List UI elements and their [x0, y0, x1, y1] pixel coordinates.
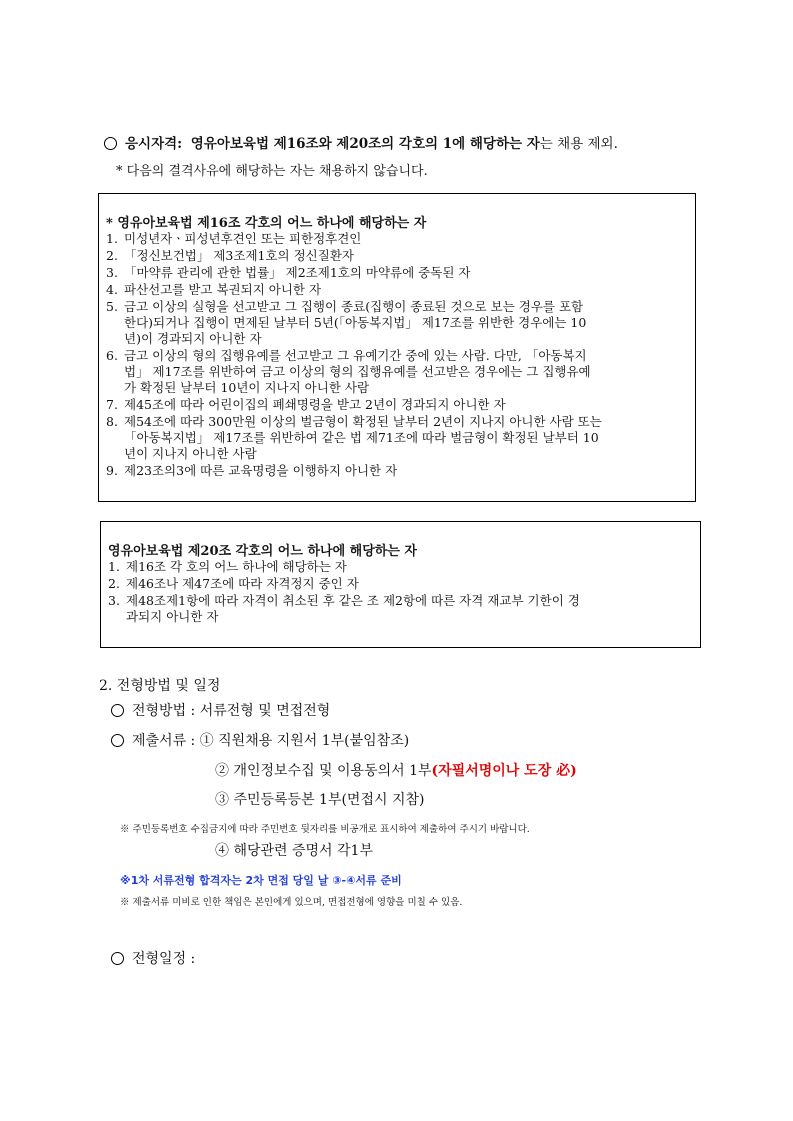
circle-bullet-icon: [111, 734, 124, 747]
list-item: [106, 248, 691, 264]
list-item-text: 파산선고를 받고 복권되지 아니한 자: [124, 282, 322, 297]
doc2-line: [215, 760, 577, 780]
list-item-text: 법」 제17조를 위반하여 금고 이상의 형의 집행유예를 선고받은 경우에는 그 집행유예: [124, 364, 591, 379]
list-item-text: 「마약류 관리에 관한 법률」 제2조제1호의 마약류에 중독된 자: [124, 265, 471, 280]
circle-bullet-icon: [104, 137, 117, 150]
circle-bullet-icon: [111, 952, 124, 965]
doc3-line: ③ 주민등록등본 1부(면접시 지참): [215, 792, 425, 808]
list-item: [106, 414, 691, 462]
list-item-number: 2.: [108, 576, 120, 591]
list-item: [106, 299, 691, 347]
list-item-text: 년이 지나지 아니한 사람: [124, 446, 257, 461]
method-text: 전형방법 : 서류전형 및 면접전형: [132, 703, 331, 719]
list-item: [106, 231, 691, 247]
list-item-text: 금고 이상의 실형을 선고받고 그 집행이 종료(집행이 종료된 것으로 보는 경우를 포함: [124, 299, 584, 314]
list-item-text: 가 확정된 날부터 10년이 지나지 아니한 사람: [124, 380, 370, 395]
doc2-red-text: (자필서명이나 도장 必): [431, 763, 577, 779]
qualification-bold-text: 영유아보육법 제16조와 제20조의 각호의 1에 해당하는 자: [190, 136, 540, 152]
article16-title: * 영유아보육법 제16조 각호의 어느 하나에 해당하는 자: [106, 216, 427, 231]
doc4-line: ④ 해당관련 증명서 각1부: [215, 843, 373, 859]
list-item: [108, 559, 698, 575]
list-item: [106, 265, 691, 281]
qualification-tail: 는 채용 제외.: [539, 136, 618, 152]
blue-note: ※1차 서류전형 합격자는 2차 면접 당일 날 ③-④서류 준비: [120, 874, 402, 887]
list-item-text: 과되지 아니한 자: [126, 609, 219, 624]
list-item-number: 1.: [106, 231, 118, 246]
list-item-text: 제46조나 제47조에 따라 자격정지 중인 자: [126, 576, 359, 591]
list-item-text: 년)이 경과되지 아니한 자: [124, 331, 262, 346]
list-item-number: 7.: [106, 397, 118, 412]
qualification-line: [104, 132, 618, 152]
list-item: [106, 348, 691, 396]
list-item-number: 6.: [106, 348, 118, 363]
note2: ※ 제출서류 미비로 인한 책임은 본인에게 있으며, 면접전형에 영향을 미칠 수 있음.: [120, 897, 463, 908]
list-item-number: 8.: [106, 414, 118, 429]
list-item-text: 제48조제1항에 따라 자격이 취소된 후 같은 조 제2항에 따른 자격 재교부 기한이 경: [126, 593, 580, 608]
docs-text: 제출서류 : ① 직원채용 지원서 1부(붙임참조): [132, 733, 410, 749]
list-item-text: 「정신보건법」 제3조제1호의 정신질환자: [124, 248, 354, 263]
list-item-text: 「아동복지법」 제17조를 위반하여 같은 법 제71조에 따라 벌금형이 확정된 날부터 10: [124, 430, 599, 445]
list-item-text: 한다)되거나 집행이 면제된 날부터 5년(「아동복지법」 제17조를 위반한 경우에는 10: [124, 315, 587, 330]
list-item-text: 제54조에 따라 300만원 이상의 벌금형이 확정된 날부터 2년이 지나지 아니한 사람 또는: [124, 414, 602, 429]
list-item-number: 4.: [106, 282, 118, 297]
doc2-text: ② 개인정보수집 및 이용동의서 1부: [215, 763, 432, 779]
list-item-number: 2.: [106, 248, 118, 263]
circle-bullet-icon: [111, 704, 124, 717]
list-item-text: 미성년자ㆍ피성년후견인 또는 피한정후견인: [124, 231, 362, 246]
list-item: [106, 282, 691, 298]
schedule-line: [111, 948, 195, 968]
list-item-number: 5.: [106, 299, 118, 314]
article16-box: [98, 193, 696, 502]
section2-heading: 2. 전형방법 및 일정: [99, 678, 221, 694]
docs-line: [111, 730, 409, 750]
list-item: [106, 397, 691, 413]
qualification-note: * 다음의 결격사유에 해당하는 자는 채용하지 않습니다.: [116, 164, 428, 179]
list-item-number: 3.: [108, 593, 120, 608]
list-item-text: 제23조의3에 따른 교육명령을 이행하지 아니한 자: [124, 463, 398, 478]
list-item-text: 금고 이상의 형의 집행유예를 선고받고 그 유예기간 중에 있는 사람. 다만, 「아동복지: [124, 348, 587, 363]
qualification-label: 응시자격:: [125, 136, 183, 152]
article20-box: [100, 521, 701, 648]
list-item: [108, 593, 698, 625]
method-line: [111, 700, 330, 720]
list-item-number: 1.: [108, 559, 120, 574]
list-item-number: 9.: [106, 463, 118, 478]
schedule-text: 전형일정 :: [132, 951, 196, 967]
list-item: [108, 576, 698, 592]
list-item-text: 제16조 각 호의 어느 하나에 해당하는 자: [126, 559, 347, 574]
list-item-number: 3.: [106, 265, 118, 280]
note1: ※ 주민등록번호 수집금지에 따라 주민번호 뒷자리를 비공개로 표시하여 제출하여 주시기 바랍니다.: [120, 824, 530, 835]
list-item: [106, 463, 691, 479]
list-item-text: 제45조에 따라 어린이집의 폐쇄명령을 받고 2년이 경과되지 아니한 자: [124, 397, 506, 412]
article20-title: 영유아보육법 제20조 각호의 어느 하나에 해당하는 자: [108, 544, 417, 559]
